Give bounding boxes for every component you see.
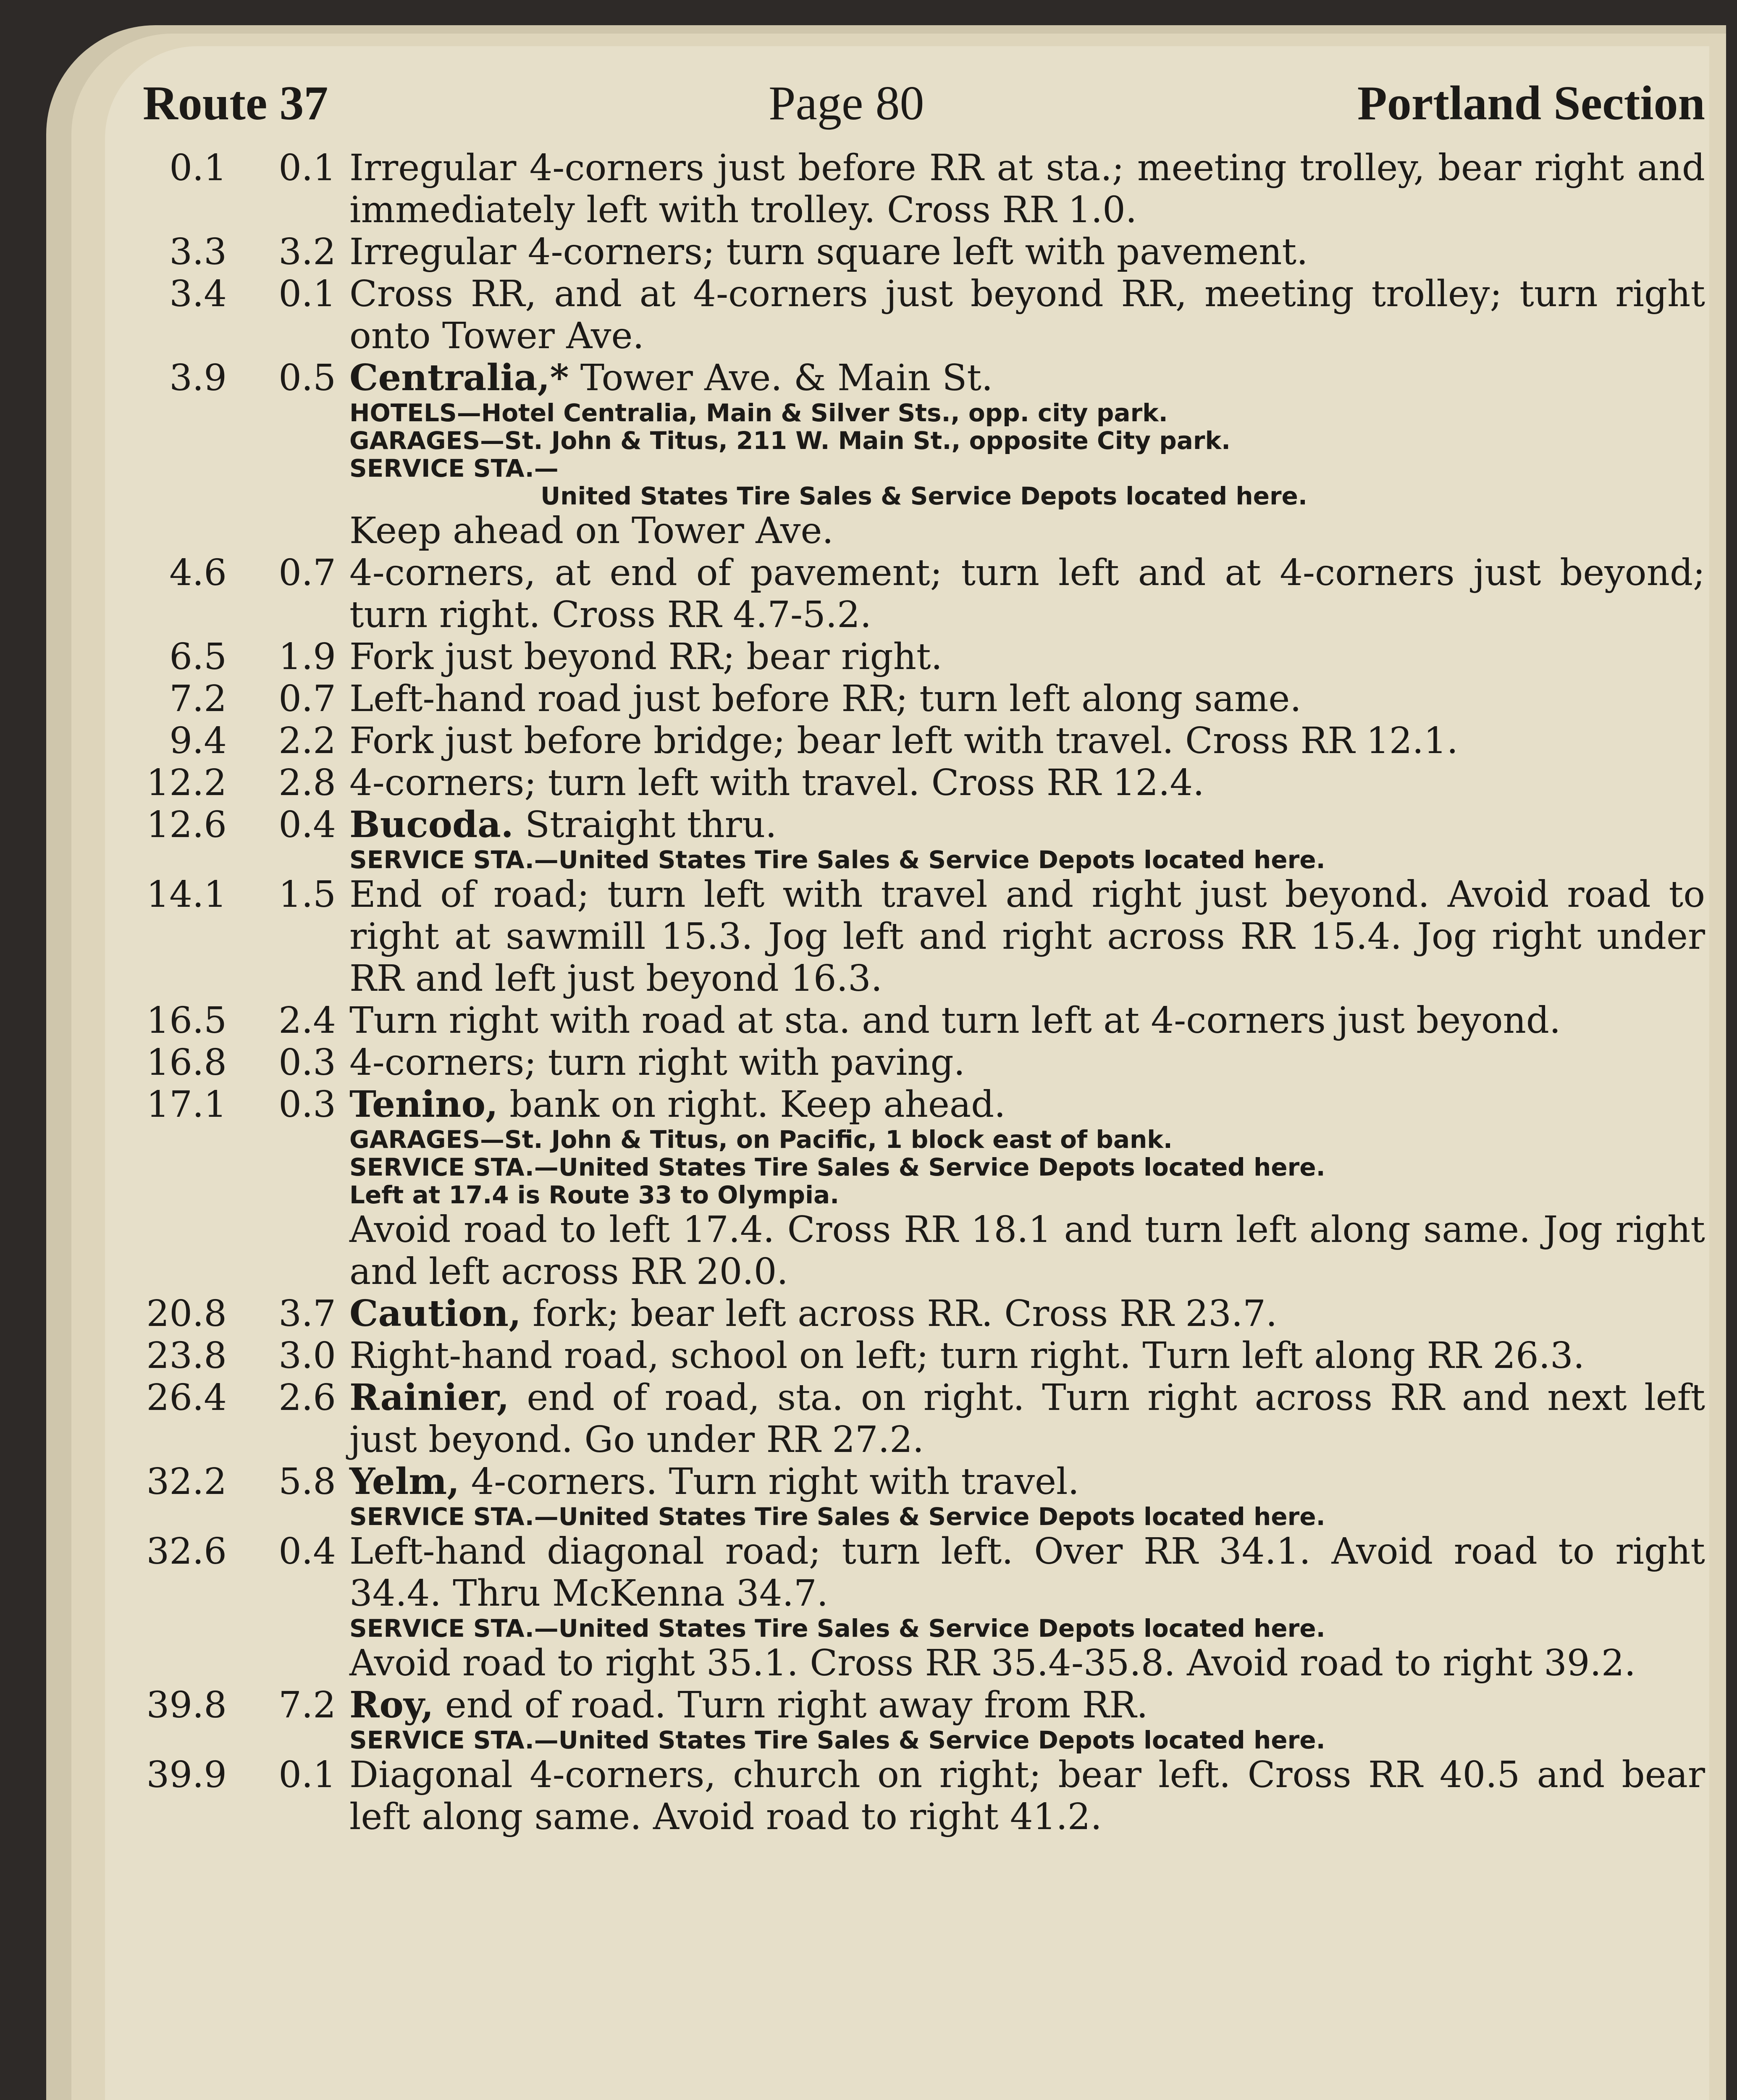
direction-text (336, 762, 1705, 804)
direction-text (336, 231, 1705, 273)
place-name: Roy, (349, 1684, 434, 1726)
total-mileage: 32.6 (146, 1530, 227, 1572)
total-mileage: 32.2 (146, 1461, 227, 1503)
total-mileage: 23.8 (146, 1335, 227, 1377)
total-mileage: 3.3 (169, 231, 227, 273)
intermediate-mileage: 2.4 (278, 1000, 336, 1042)
route-entry (143, 1084, 1705, 1126)
intermediate-mileage: 2.6 (278, 1377, 336, 1419)
route-entry (143, 1754, 1705, 1838)
direction-continuation: Avoid road to left 17.4. Cross RR 18.1 and turn left along same. Jog right and left across RR 20.0. (349, 1209, 1705, 1293)
intermediate-mileage: 0.7 (278, 678, 336, 720)
route-entry (143, 804, 1705, 846)
direction-detail: Cross RR, and at 4-corners just beyond RR, meeting trolley; turn right onto Tower Ave. (349, 273, 1705, 357)
page-number: Page 80 (769, 76, 924, 130)
total-mileage: 26.4 (146, 1377, 227, 1419)
service-note: HOTELS—Hotel Centralia, Main & Silver Sts., opp. city park. (349, 399, 1168, 427)
route-entry (143, 357, 1705, 399)
direction-detail: End of road; turn left with travel and right just beyond. Avoid road to right at sawmill 15.3. Jog left and right across RR 15.4. Jog right under RR and left just beyond 16.3. (349, 874, 1705, 1000)
direction-detail: Left-hand road just before RR; turn left along same. (349, 678, 1301, 720)
intermediate-mileage: 0.3 (278, 1042, 336, 1084)
intermediate-mileage: 0.5 (278, 357, 336, 399)
direction-text (336, 720, 1705, 762)
route-entry (143, 552, 1705, 636)
intermediate-mileage: 3.2 (278, 231, 336, 273)
direction-text (336, 147, 1705, 231)
route-entry (143, 762, 1705, 804)
route-entry (143, 1684, 1705, 1726)
direction-text (336, 804, 1705, 846)
direction-detail: end of road, sta. on right. Turn right across RR and next left just beyond. Go under RR 27.2. (349, 1377, 1706, 1461)
total-mileage: 16.8 (146, 1042, 227, 1084)
intermediate-mileage: 7.2 (278, 1684, 336, 1726)
service-note: GARAGES—St. John & Titus, on Pacific, 1 block east of bank. (349, 1125, 1173, 1154)
direction-detail: Tower Ave. & Main St. (580, 357, 993, 399)
place-name: Centralia,* (349, 357, 569, 399)
total-mileage: 4.6 (169, 552, 227, 594)
direction-text (336, 1754, 1705, 1838)
service-note: SERVICE STA.—United States Tire Sales & Service Depots located here. (349, 845, 1325, 874)
intermediate-mileage: 3.7 (278, 1293, 336, 1335)
route-entry (143, 1335, 1705, 1377)
direction-text (336, 1377, 1705, 1461)
direction-text (336, 678, 1705, 720)
route-label: Route 37 (143, 76, 328, 130)
route-entry (143, 678, 1705, 720)
route-entry (143, 273, 1705, 357)
intermediate-mileage: 0.4 (278, 804, 336, 846)
direction-detail: Right-hand road, school on left; turn right. Turn left along RR 26.3. (349, 1335, 1585, 1377)
direction-detail: Fork just before bridge; bear left with travel. Cross RR 12.1. (349, 720, 1459, 762)
route-entry (143, 1293, 1705, 1335)
service-note: GARAGES—St. John & Titus, 211 W. Main St., opposite City park. (349, 426, 1231, 455)
direction-detail: Fork just beyond RR; bear right. (349, 636, 942, 678)
intermediate-mileage: 2.2 (278, 720, 336, 762)
direction-text (336, 1000, 1705, 1042)
direction-text (336, 874, 1705, 1000)
direction-detail: Irregular 4-corners just before RR at sta.; meeting trolley, bear right and immediately left with trolley. Cross RR 1.0. (349, 147, 1705, 231)
direction-text (336, 1530, 1705, 1614)
total-mileage: 0.1 (169, 147, 227, 189)
route-entry (143, 1530, 1705, 1614)
intermediate-mileage: 0.3 (278, 1084, 336, 1126)
direction-text (336, 1084, 1705, 1126)
direction-detail: fork; bear left across RR. Cross RR 23.7. (533, 1293, 1278, 1335)
intermediate-mileage: 0.1 (278, 147, 336, 189)
place-name: Tenino, (349, 1083, 498, 1126)
direction-continuation: Keep ahead on Tower Ave. (349, 510, 834, 552)
service-note: SERVICE STA.—United States Tire Sales & Service Depots located here. (349, 1614, 1325, 1643)
route-entry (143, 147, 1705, 231)
total-mileage: 17.1 (146, 1084, 227, 1126)
page-header (143, 76, 1705, 130)
direction-text (336, 1293, 1705, 1335)
direction-text (336, 1335, 1705, 1377)
place-name: Rainier, (349, 1376, 509, 1419)
total-mileage: 16.5 (146, 1000, 227, 1042)
direction-detail: Straight thru. (525, 804, 777, 846)
service-note: SERVICE STA.—United States Tire Sales & Service Depots located here. (349, 1502, 1325, 1531)
direction-text (336, 1461, 1705, 1503)
total-mileage: 3.9 (169, 357, 227, 399)
direction-detail: 4-corners; turn left with travel. Cross RR 12.4. (349, 762, 1204, 804)
place-name: Yelm, (349, 1460, 460, 1503)
route-entry (143, 720, 1705, 762)
route-entry (143, 1000, 1705, 1042)
direction-text (336, 357, 1705, 399)
intermediate-mileage: 2.8 (278, 762, 336, 804)
total-mileage: 39.8 (146, 1684, 227, 1726)
intermediate-mileage: 0.1 (278, 1754, 336, 1796)
direction-continuation: Avoid road to right 35.1. Cross RR 35.4-35.8. Avoid road to right 39.2. (349, 1642, 1636, 1684)
total-mileage: 6.5 (169, 636, 227, 678)
route-entry (143, 1042, 1705, 1084)
total-mileage: 14.1 (146, 874, 227, 916)
intermediate-mileage: 0.7 (278, 552, 336, 594)
place-name: Caution, (349, 1292, 521, 1335)
total-mileage: 39.9 (146, 1754, 227, 1796)
service-note: Left at 17.4 is Route 33 to Olympia. (349, 1181, 840, 1209)
direction-detail: Left-hand diagonal road; turn left. Over RR 34.1. Avoid road to right 34.4. Thru McKenna 34.7. (349, 1530, 1705, 1614)
direction-text (336, 552, 1705, 636)
total-mileage: 12.2 (146, 762, 227, 804)
route-entry (143, 874, 1705, 1000)
total-mileage: 20.8 (146, 1293, 227, 1335)
direction-text (336, 1042, 1705, 1084)
service-note: SERVICE STA.— (349, 454, 559, 483)
total-mileage: 9.4 (169, 720, 227, 762)
direction-detail: 4-corners; turn right with paving. (349, 1042, 965, 1084)
intermediate-mileage: 5.8 (278, 1461, 336, 1503)
intermediate-mileage: 1.5 (278, 874, 336, 916)
direction-detail: Turn right with road at sta. and turn left at 4-corners just beyond. (349, 1000, 1561, 1042)
service-note: United States Tire Sales & Service Depots located here. (541, 482, 1307, 510)
direction-text (336, 273, 1705, 357)
total-mileage: 7.2 (169, 678, 227, 720)
direction-text (336, 1684, 1705, 1726)
direction-text (336, 636, 1705, 678)
route-entry (143, 231, 1705, 273)
intermediate-mileage: 3.0 (278, 1335, 336, 1377)
direction-detail: bank on right. Keep ahead. (509, 1084, 1006, 1126)
direction-detail: end of road. Turn right away from RR. (445, 1684, 1148, 1726)
direction-detail: Irregular 4-corners; turn square left with pavement. (349, 231, 1308, 273)
intermediate-mileage: 0.4 (278, 1530, 336, 1572)
route-entry (143, 636, 1705, 678)
direction-detail: 4-corners. Turn right with travel. (471, 1461, 1079, 1503)
place-name: Bucoda. (349, 803, 514, 846)
total-mileage: 3.4 (169, 273, 227, 315)
service-note: SERVICE STA.—United States Tire Sales & Service Depots located here. (349, 1153, 1325, 1181)
section-label: Portland Section (1357, 76, 1705, 130)
route-entry (143, 1377, 1705, 1461)
service-note: SERVICE STA.—United States Tire Sales & Service Depots located here. (349, 1726, 1325, 1754)
total-mileage: 12.6 (146, 804, 227, 846)
intermediate-mileage: 0.1 (278, 273, 336, 315)
direction-detail: 4-corners, at end of pavement; turn left and at 4-corners just beyond; turn right. Cross RR 4.7-5.2. (349, 552, 1705, 636)
route-log (143, 147, 1705, 1838)
route-entry (143, 1461, 1705, 1503)
intermediate-mileage: 1.9 (278, 636, 336, 678)
direction-detail: Diagonal 4-corners, church on right; bear left. Cross RR 40.5 and bear left along same. Avoid road to right 41.2. (349, 1754, 1705, 1838)
